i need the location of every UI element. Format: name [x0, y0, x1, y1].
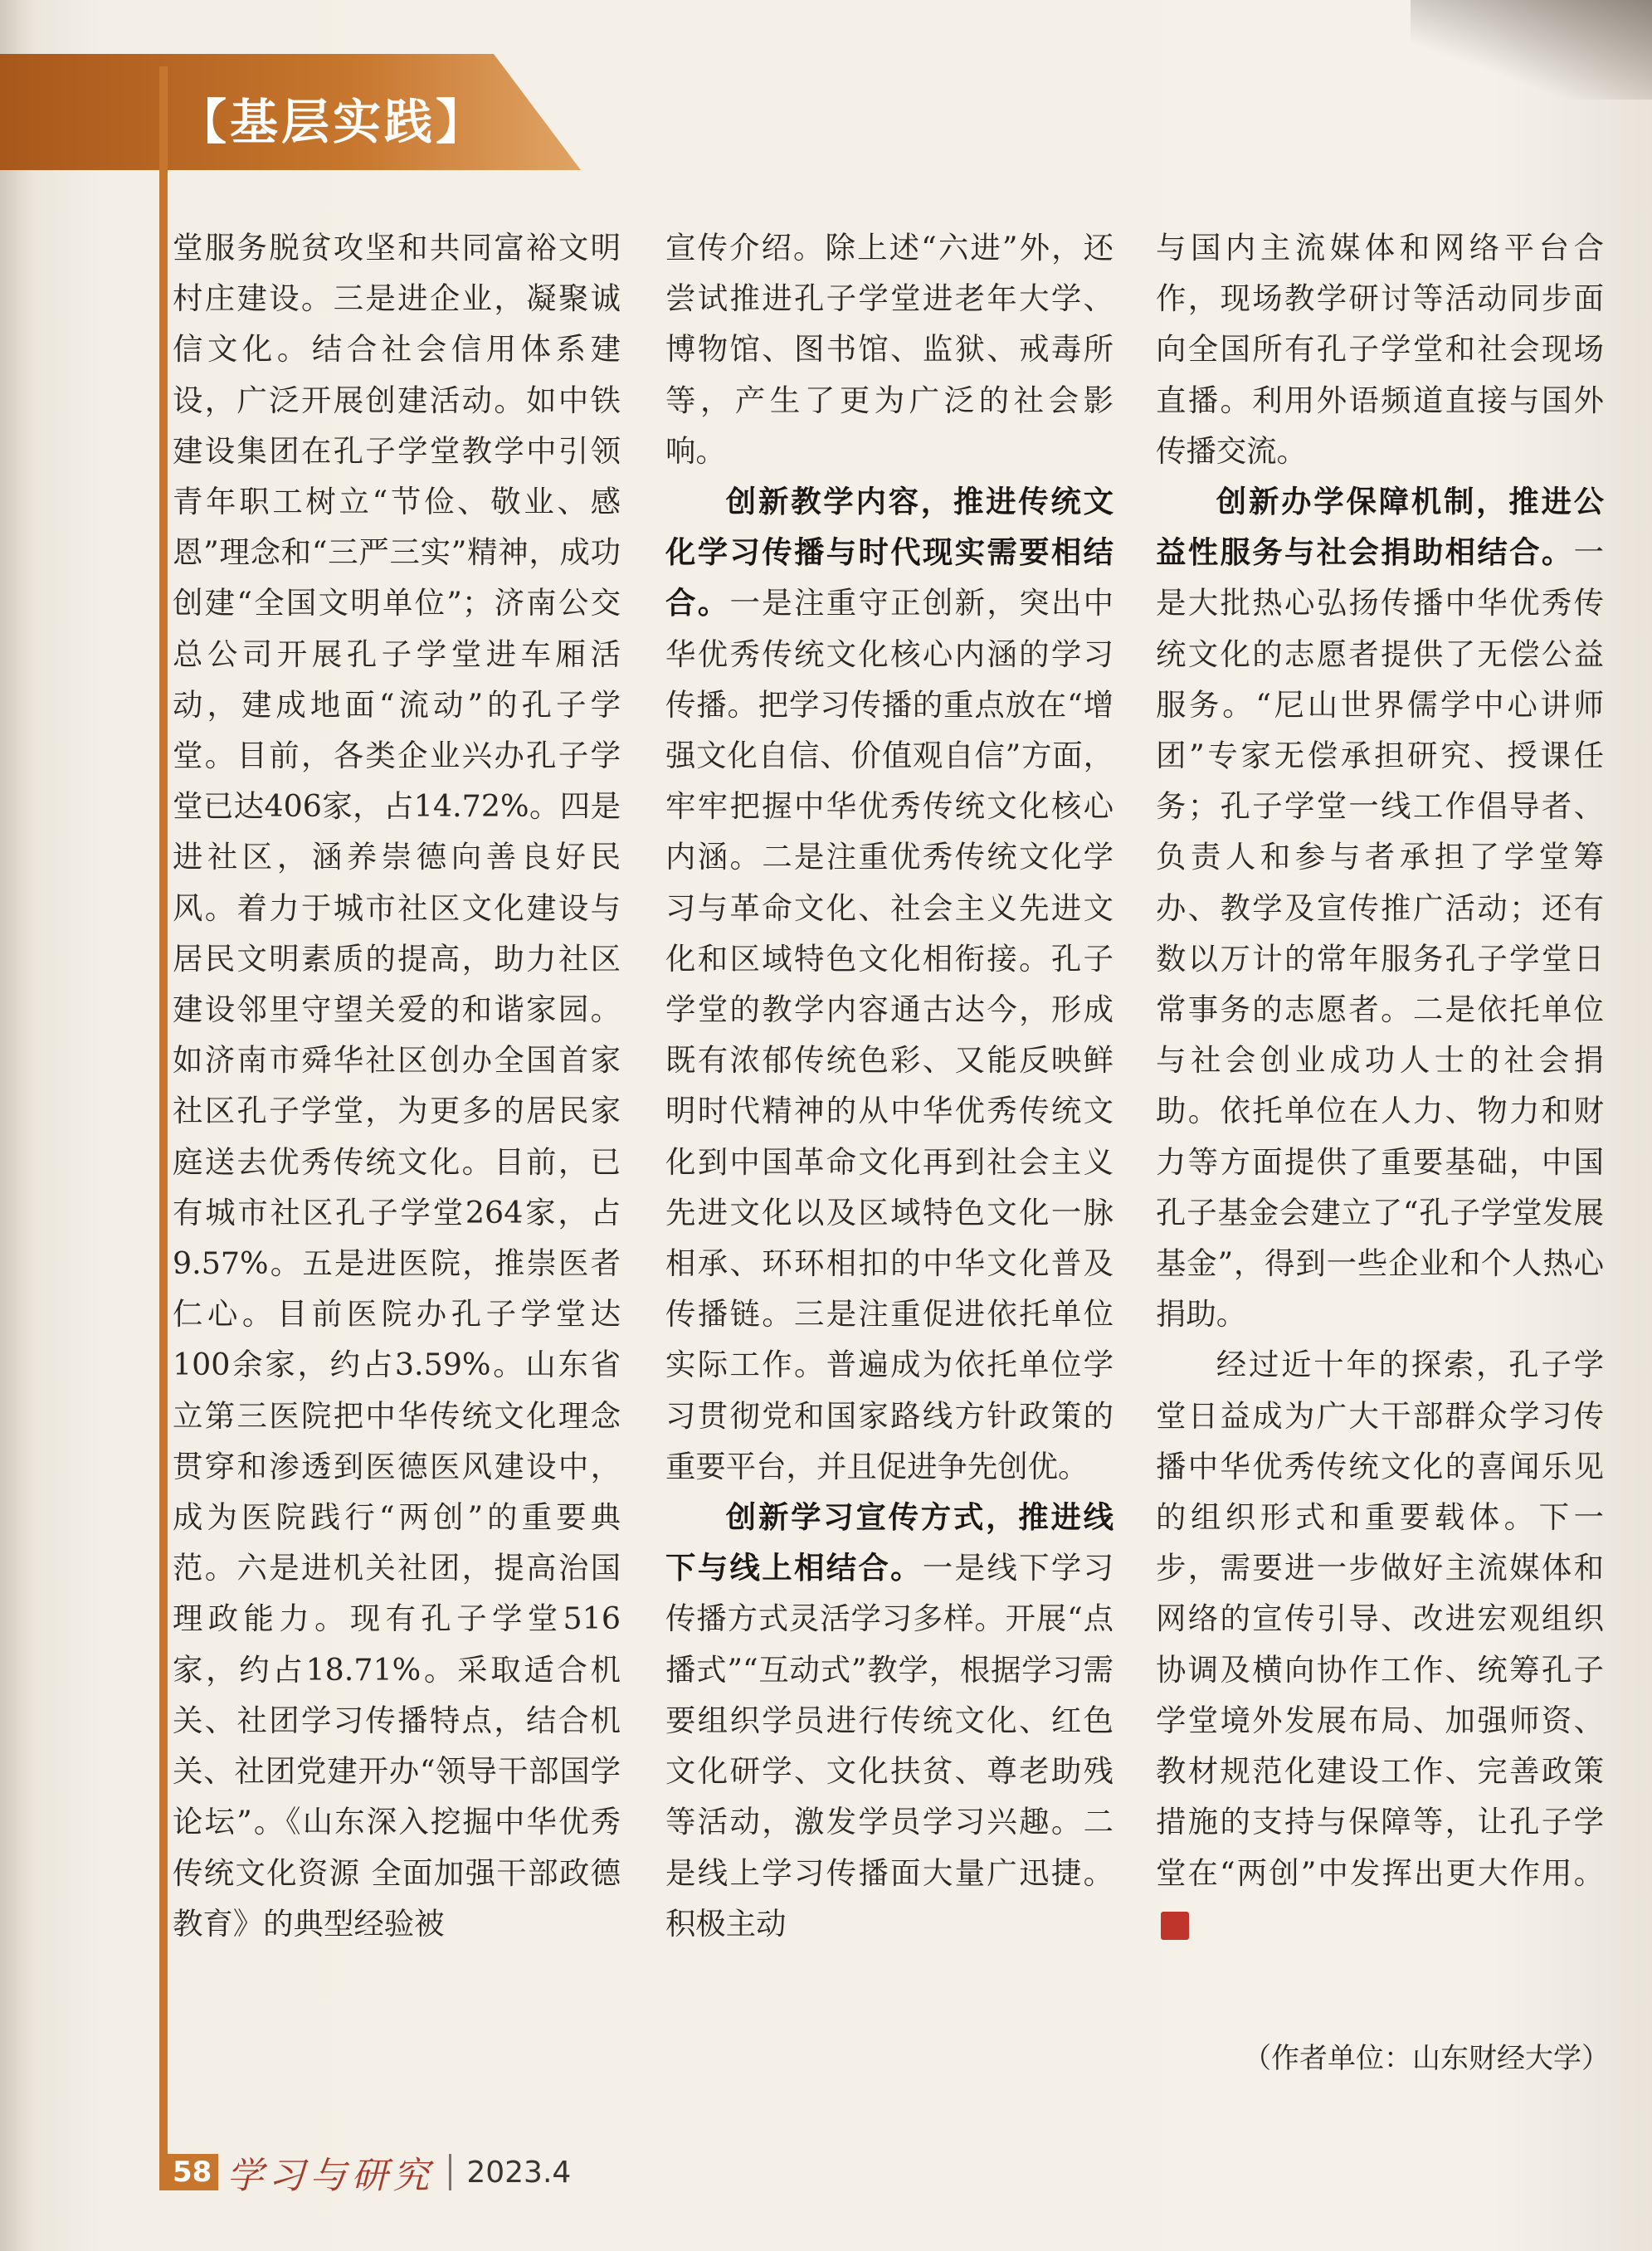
section-label: 【基层实践】 — [178, 94, 488, 150]
left-margin-rule — [159, 66, 168, 2190]
col2-body-3: 一是线下学习传播方式灵活学习多样。开展“点播式”“互动式”教学，根据学习需要组织学员进行传统文化、红色文化研学、文化扶贫、尊老助残等活动，激发学员学习兴趣。二是线上学习传播面大量广迅捷。积极主动 — [665, 1550, 1114, 1942]
col2-paragraph-2 — [665, 476, 1114, 1492]
col1-paragraph: 堂服务脱贫攻坚和共同富裕文明村庄建设。三是进企业，凝聚诚信文化。结合社会信用体系建设，广泛开展创建活动。如中铁建设集团在孔子学堂教学中引领青年职工树立“节俭、敬业、感恩”理念和“三严三实”精神，成功创建“全国文明单位”；济南公交总公司开展孔子学堂进车厢活动，建成地面“流动”的孔子学堂。目前，各类企业兴办孔子学堂已达406家，占14.72%。四是进社区，涵养崇德向善良好民风。着力于城市社区文化建设与居民文明素质的提高，助力社区建设邻里守望关爱的和谐家园。如济南市舜华社区创办全国首家社区孔子学堂，为更多的居民家庭送去优秀传统文化。目前，已有城市社区孔子学堂264家，占9.57%。五是进医院，推崇医者仁心。目前医院办孔子学堂达100余家，约占3.59%。山东省立第三医院把中华传统文化理念贯穿和渗透到医德医风建设中，成为医院践行“两创”的重要典范。六是进机关社团，提高治国理政能力。现有孔子学堂516家，约占18.71%。采取适合机关、社团学习传播特点，结合机关、社团党建开办“领导干部国学论坛”。《山东深入挖掘中华优秀传统文化资源 全面加强干部政德教育》的典型经验被 — [173, 230, 621, 1942]
col3-paragraph-3 — [1156, 1339, 1604, 1948]
col3-paragraph-2 — [1156, 476, 1604, 1339]
magazine-title: 学习与研究 — [227, 2155, 435, 2197]
footer-divider — [449, 2154, 451, 2190]
col3-paragraph-1: 与国内主流媒体和网络平台合作，现场教学研讨等活动同步面向全国所有孔子学堂和社会现场直播。利用外语频道直接与国外传播交流。 — [1156, 230, 1604, 469]
col2-paragraph-1: 宣传介绍。除上述“六进”外，还尝试推进孔子学堂进老年大学、博物馆、图书馆、监狱、戒毒所等，产生了更为广泛的社会影响。 — [665, 230, 1114, 469]
column-2 — [665, 222, 1114, 1949]
page-corner-shadow — [1411, 0, 1652, 100]
issue-number: 2023.4 — [466, 2155, 572, 2190]
end-mark-icon — [1161, 1912, 1189, 1940]
col3-body-2: 一是大批热心弘扬传播中华优秀传统文化的志愿者提供了无偿公益服务。“尼山世界儒学中心讲师团”专家无偿承担研究、授课任务；孔子学堂一线工作倡导者、负责人和参与者承担了学堂筹办、教学及宣传推广活动；还有数以万计的常年服务孔子学堂日常事务的志愿者。二是依托单位与社会创业成功人士的社会捐助。依托单位在人力、物力和财力等方面提供了重要基础，中国孔子基金会建立了“孔子学堂发展基金”，得到一些企业和个人热心捐助。 — [1156, 534, 1604, 1333]
page-footer — [166, 2146, 571, 2199]
col2-heading-2: 创新教学内容，推进传统文化学习传播与时代现实需要相结合。 — [665, 484, 1114, 621]
col3-heading-2: 创新办学保障机制，推进公益性服务与社会捐助相结合。 — [1156, 484, 1604, 571]
author-affiliation: （作者单位：山东财经大学） — [1243, 2042, 1610, 2075]
col2-paragraph-3 — [665, 1492, 1114, 1949]
column-1 — [173, 222, 621, 1949]
col2-heading-3: 创新学习宣传方式，推进线下与线上相结合。 — [665, 1499, 1114, 1586]
page-number: 58 — [166, 2154, 218, 2190]
col3-body-3: 经过近十年的探索，孔子学堂日益成为广大干部群众学习传播中华优秀传统文化的喜闻乐见的组织形式和重要载体。下一步，需要进一步做好主流媒体和网络的宣传引导、改进宏观组织协调及横向协作工作、统筹孔子学堂境外发展布局、加强师资、教材规范化建设工作、完善政策措施的支持与保障等，让孔子学堂在“两创”中发挥出更大作用。 — [1156, 1347, 1604, 1891]
column-3 — [1156, 222, 1604, 1949]
col2-body-2: 一是注重守正创新，突出中华优秀传统文化核心内涵的学习传播。把学习传播的重点放在“增强文化自信、价值观自信”方面，牢牢把握中华优秀传统文化核心内涵。二是注重优秀传统文化学习与革命文化、社会主义先进文化和区域特色文化相衔接。孔子学堂的教学内容通古达今，形成既有浓郁传统色彩、又能反映鲜明时代精神的从中华优秀传统文化到中国革命文化再到社会主义先进文化以及区域特色文化一脉相承、环环相扣的中华文化普及传播链。三是注重促进依托单位实际工作。普遍成为依托单位学习贯彻党和国家路线方针政策的重要平台，并且促进争先创优。 — [665, 585, 1114, 1484]
